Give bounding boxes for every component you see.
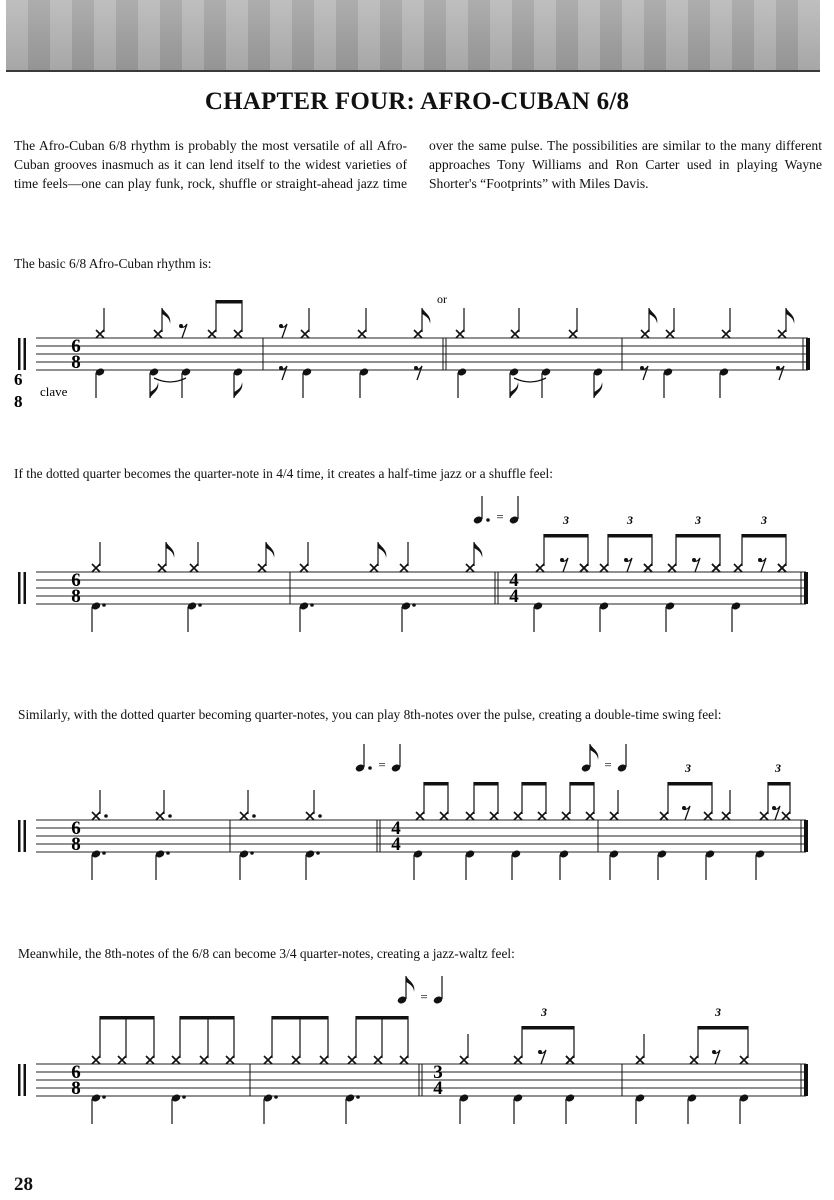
triplet-mark: 3: [695, 513, 701, 527]
cymbal-note: [92, 1056, 100, 1064]
example-3-staff: [18, 744, 808, 880]
final-barline-thick: [804, 1064, 808, 1096]
cymbal-note: [712, 564, 720, 572]
modulation-equals: =: [604, 757, 612, 772]
note-dot: [316, 851, 320, 855]
cymbal-note: [154, 330, 162, 338]
cymbal-note: [300, 564, 308, 572]
note-dot: [198, 603, 202, 607]
cymbal-note: [146, 1056, 154, 1064]
tie: [514, 378, 546, 382]
beam: [768, 782, 790, 786]
modulation-flag: [590, 744, 598, 760]
note-dot: [168, 814, 172, 818]
triplet-mark: 3: [761, 513, 767, 527]
cymbal-note: [490, 812, 498, 820]
example-1-or-label: or: [437, 292, 447, 306]
note-dot: [412, 603, 416, 607]
final-barline-thick: [806, 338, 810, 370]
cymbal-note: [722, 812, 730, 820]
note-flag: [594, 382, 602, 398]
modulation-equals: =: [378, 757, 386, 772]
beam: [180, 1016, 234, 1020]
beam: [668, 782, 712, 786]
beam: [522, 782, 546, 786]
triplet-mark: 3: [627, 513, 633, 527]
example-4-time-sig-a-bottom: 8: [71, 1078, 81, 1099]
triplet-mark: 3: [563, 513, 569, 527]
cymbal-note: [226, 1056, 234, 1064]
cymbal-note: [374, 1056, 382, 1064]
eighth-rest: [712, 1050, 720, 1064]
triplet-mark: 3: [685, 761, 691, 775]
beam: [216, 300, 242, 304]
cymbal-note: [414, 330, 422, 338]
note-dot: [310, 603, 314, 607]
intro-paragraph: The Afro-Cuban 6/8 rhythm is probably the most versatile of all Afro-Cuban grooves inasmuch as it can lend itself to the widest varieties of time feels—one can play funk, rock, shuffle or straight-ahead jazz time over the same pulse. The possibilities are similar to the many different approaches Tony Williams and Ron Carter used in playing Wayne Shorter's “Footprints” with Miles Davis.: [14, 138, 822, 191]
cymbal-note: [292, 1056, 300, 1064]
cymbal-note: [358, 330, 366, 338]
note-dot: [318, 814, 322, 818]
percussion-clef: [18, 572, 26, 604]
final-barline-thick: [804, 572, 808, 604]
page-number: 28: [14, 1174, 33, 1195]
note-dot: [104, 814, 108, 818]
eighth-rest: [179, 324, 187, 338]
eighth-rest: [692, 558, 700, 572]
modulation-dot: [486, 518, 490, 522]
cymbal-note: [118, 1056, 126, 1064]
cymbal-note: [514, 812, 522, 820]
cymbal-note: [172, 1056, 180, 1064]
cymbal-note: [456, 330, 464, 338]
tie: [154, 378, 186, 382]
example-4-caption: Meanwhile, the 8th-notes of the 6/8 can become 3/4 quarter-notes, creating a jazz-waltz feel:: [18, 946, 515, 961]
cymbal-note: [320, 1056, 328, 1064]
cymbal-note: [306, 812, 314, 820]
beam: [570, 782, 594, 786]
triplet-mark: 3: [715, 1005, 721, 1019]
cymbal-note: [782, 812, 790, 820]
example-4-time-sig-a-top: 6: [71, 1062, 81, 1083]
beam: [544, 534, 588, 538]
note-flag: [510, 382, 518, 398]
note-dot: [102, 603, 106, 607]
example-1-time-sig-bottom: 8: [71, 352, 81, 373]
example-2-staff: [18, 496, 808, 632]
beam: [474, 782, 498, 786]
example-2-time-sig-b-bottom: 4: [509, 586, 519, 607]
cymbal-note: [778, 564, 786, 572]
cymbal-note: [536, 564, 544, 572]
example-3-time-sig-a-top: 6: [71, 818, 81, 839]
example-4-time-sig-b-bottom: 4: [433, 1078, 443, 1099]
modulation-dot: [368, 766, 372, 770]
beam: [424, 782, 448, 786]
cymbal-note: [586, 812, 594, 820]
example-1-caption: The basic 6/8 Afro-Cuban rhythm is:: [14, 256, 212, 271]
cymbal-note: [636, 1056, 644, 1064]
note-dot: [102, 851, 106, 855]
beam: [676, 534, 720, 538]
cymbal-note: [538, 812, 546, 820]
cymbal-note: [258, 564, 266, 572]
cymbal-note: [92, 564, 100, 572]
cymbal-note: [641, 330, 649, 338]
cymbal-note: [301, 330, 309, 338]
eighth-rest: [776, 366, 784, 380]
beam: [742, 534, 786, 538]
note-flag: [474, 542, 482, 558]
example-2-caption: If the dotted quarter becomes the quarter-note in 4/4 time, it creates a half-time jazz or a shuffle feel:: [14, 466, 553, 481]
example-3-time-sig-a-bottom: 8: [71, 834, 81, 855]
cymbal-note: [722, 330, 730, 338]
eighth-rest: [682, 806, 690, 820]
cymbal-note: [96, 330, 104, 338]
cymbal-note: [440, 812, 448, 820]
eighth-rest: [279, 366, 287, 380]
note-dot: [102, 1095, 106, 1099]
cymbal-note: [580, 564, 588, 572]
cymbal-note: [511, 330, 519, 338]
cymbal-note: [416, 812, 424, 820]
cymbal-note: [158, 564, 166, 572]
example-2-time-sig-a-top: 6: [71, 570, 81, 591]
example-3-caption: Similarly, with the dotted quarter becoming quarter-notes, you can play 8th-notes over the pulse, creating a double-time swing feel:: [18, 707, 722, 722]
note-flag: [162, 308, 170, 324]
triplet-mark: 3: [775, 761, 781, 775]
cymbal-note: [610, 812, 618, 820]
cymbal-note: [740, 1056, 748, 1064]
eighth-rest: [538, 1050, 546, 1064]
cymbal-note: [569, 330, 577, 338]
beam: [272, 1016, 328, 1020]
modulation-equals: =: [496, 509, 504, 524]
example-3-time-sig-b-bottom: 4: [391, 834, 401, 855]
note-dot: [274, 1095, 278, 1099]
example-3-time-sig-b-top: 4: [391, 818, 401, 839]
cymbal-note: [690, 1056, 698, 1064]
cymbal-note: [234, 330, 242, 338]
modulation-flag: [406, 976, 414, 992]
eighth-rest: [758, 558, 766, 572]
note-dot: [252, 814, 256, 818]
note-dot: [166, 851, 170, 855]
cymbal-note: [264, 1056, 272, 1064]
cymbal-note: [566, 1056, 574, 1064]
clave-label: clave: [40, 384, 68, 399]
eighth-rest: [279, 324, 287, 338]
cymbal-note: [760, 812, 768, 820]
modulation-equals: =: [420, 989, 428, 1004]
chapter-title: CHAPTER FOUR: AFRO-CUBAN 6/8: [204, 88, 630, 115]
example-1-time-sig-top: 6: [71, 336, 81, 357]
lower-time-sig-bottom: 8: [14, 392, 23, 411]
beam: [356, 1016, 408, 1020]
note-dot: [356, 1095, 360, 1099]
eighth-rest: [414, 366, 422, 380]
example-2-time-sig-a-bottom: 8: [71, 586, 81, 607]
cymbal-note: [466, 812, 474, 820]
cymbal-note: [644, 564, 652, 572]
cymbal-note: [370, 564, 378, 572]
example-4-staff: [18, 976, 808, 1124]
cymbal-note: [668, 564, 676, 572]
cymbal-note: [200, 1056, 208, 1064]
percussion-clef: [18, 1064, 26, 1096]
cymbal-note: [190, 564, 198, 572]
eighth-rest: [624, 558, 632, 572]
cymbal-note: [778, 330, 786, 338]
note-flag: [266, 542, 274, 558]
eighth-rest: [772, 806, 780, 820]
triplet-mark: 3: [541, 1005, 547, 1019]
beam: [522, 1026, 574, 1030]
percussion-clef: [18, 820, 26, 852]
note-flag: [166, 542, 174, 558]
cymbal-note: [348, 1056, 356, 1064]
example-2-time-sig-b-top: 4: [509, 570, 519, 591]
note-dot: [250, 851, 254, 855]
percussion-clef: [18, 338, 26, 370]
note-flag: [150, 382, 158, 398]
note-flag: [649, 308, 657, 324]
final-barline-thick: [804, 820, 808, 852]
cymbal-note: [666, 330, 674, 338]
cymbal-note: [562, 812, 570, 820]
cymbal-note: [400, 564, 408, 572]
eighth-rest: [560, 558, 568, 572]
cymbal-note: [734, 564, 742, 572]
note-flag: [786, 308, 794, 324]
cymbal-note: [240, 812, 248, 820]
cymbal-note: [460, 1056, 468, 1064]
cymbal-note: [704, 812, 712, 820]
cymbal-note: [92, 812, 100, 820]
note-dot: [182, 1095, 186, 1099]
note-flag: [378, 542, 386, 558]
beam: [698, 1026, 748, 1030]
cymbal-note: [208, 330, 216, 338]
example-4-time-sig-b-top: 3: [433, 1062, 443, 1083]
cymbal-note: [156, 812, 164, 820]
eighth-rest: [640, 366, 648, 380]
cymbal-note: [600, 564, 608, 572]
cymbal-note: [400, 1056, 408, 1064]
note-flag: [234, 382, 242, 398]
beam: [608, 534, 652, 538]
beam: [100, 1016, 154, 1020]
lower-time-sig-top: 6: [14, 370, 23, 389]
cymbal-note: [660, 812, 668, 820]
note-flag: [422, 308, 430, 324]
example-1-staff: [18, 300, 810, 398]
cymbal-note: [466, 564, 474, 572]
cymbal-note: [514, 1056, 522, 1064]
